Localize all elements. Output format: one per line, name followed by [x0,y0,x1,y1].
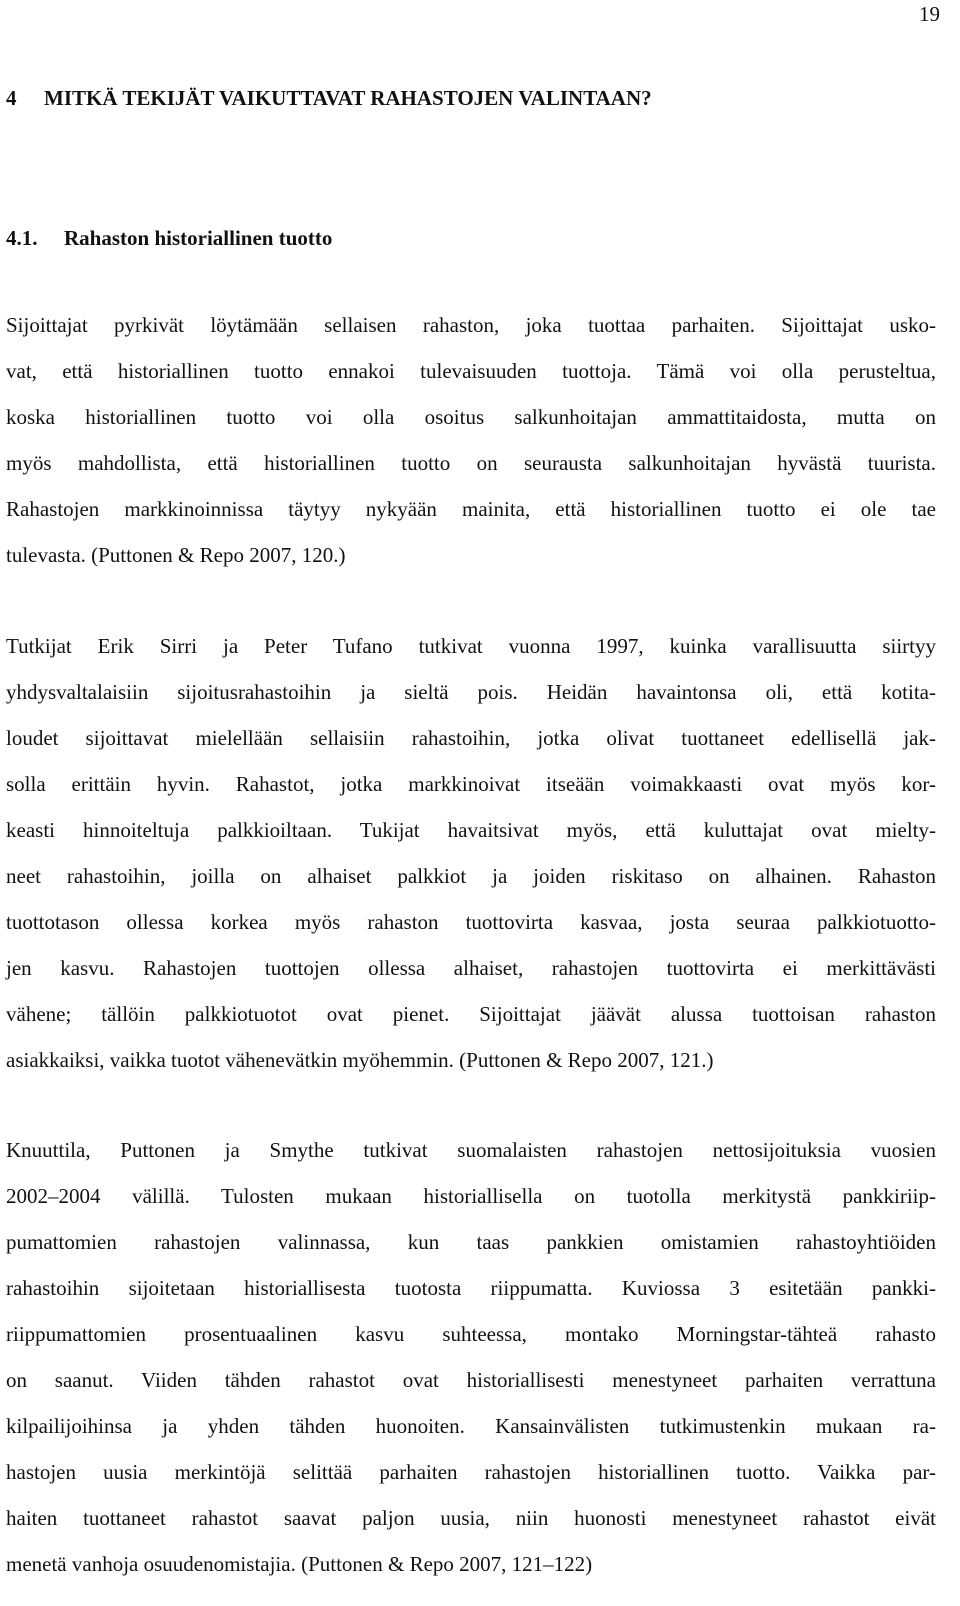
chapter-title: MITKÄ TEKIJÄT VAIKUTTAVAT RAHASTOJEN VALINTAAN? [44,86,652,110]
paragraph-line: tuottotason ollessa korkea myös rahaston tuottovirta kasvaa, josta seuraa palkkiotuotto- [6,910,936,934]
paragraph-line: yhdysvaltalaisiin sijoitusrahastoihin ja sieltä pois. Heidän havaintonsa oli, että kotita- [6,680,936,704]
paragraph-line: kilpailijoihinsa ja yhden tähden huonoiten. Kansainvälisten tutkimustenkin mukaan ra- [6,1414,936,1438]
paragraph-line: on saanut. Viiden tähden rahastot ovat historiallisesti menestyneet parhaiten verrattuna [6,1368,936,1392]
paragraph-line: hastojen uusia merkintöjä selittää parhaiten rahastojen historiallinen tuotto. Vaikka par- [6,1460,936,1484]
paragraph-line: vat, että historiallinen tuotto ennakoi tulevaisuuden tuottoja. Tämä voi olla perusteltua, [6,359,936,383]
paragraph-line: solla erittäin hyvin. Rahastot, jotka markkinoivat itseään voimakkaasti ovat myös kor- [6,772,936,796]
paragraph-line: pumattomien rahastojen valinnassa, kun taas pankkien omistamien rahastoyhtiöiden [6,1230,936,1254]
paragraph-line: Tutkijat Erik Sirri ja Peter Tufano tutkivat vuonna 1997, kuinka varallisuutta siirtyy [6,634,936,658]
paragraph-line: neet rahastoihin, joilla on alhaiset palkkiot ja joiden riskitaso on alhainen. Rahaston [6,864,936,888]
paragraph-line: riippumattomien prosentuaalinen kasvu suhteessa, montako Morningstar-tähteä rahasto [6,1322,936,1346]
paragraph-line: koska historiallinen tuotto voi olla osoitus salkunhoitajan ammattitaidosta, mutta on [6,405,936,429]
section-heading [6,228,332,249]
paragraph-line: Rahastojen markkinoinnissa täytyy nykyään mainita, että historiallinen tuotto ei ole tae [6,497,936,521]
chapter-number: 4 [6,86,17,110]
page-number: 19 [919,2,940,26]
paragraph-line: haiten tuottaneet rahastot saavat paljon uusia, niin huonosti menestyneet rahastot eivät [6,1506,936,1530]
paragraph-line: Knuuttila, Puttonen ja Smythe tutkivat suomalaisten rahastojen nettosijoituksia vuosien [6,1138,936,1162]
paragraph-line: loudet sijoittavat mielellään sellaisiin rahastoihin, jotka olivat tuottaneet edellisellä jak- [6,726,936,750]
paragraph-line: menetä vanhoja osuudenomistajia. (Puttonen & Repo 2007, 121–122) [6,1552,593,1576]
paragraph-line: keasti hinnoiteltuja palkkioiltaan. Tukijat havaitsivat myös, että kuluttajat ovat mielty- [6,818,936,842]
chapter-heading [6,88,652,109]
paragraph-line: tulevasta. (Puttonen & Repo 2007, 120.) [6,543,346,567]
paragraph-line: 2002–2004 välillä. Tulosten mukaan historiallisella on tuotolla merkitystä pankkiriip- [6,1184,936,1208]
paragraph-line: asiakkaiksi, vaikka tuotot vähenevätkin myöhemmin. (Puttonen & Repo 2007, 121.) [6,1048,714,1072]
section-title: Rahaston historiallinen tuotto [64,226,333,250]
section-number: 4.1. [6,226,38,250]
paragraph-line: Sijoittajat pyrkivät löytämään sellaisen rahaston, joka tuottaa parhaiten. Sijoittajat usko- [6,313,936,337]
paragraph-line: rahastoihin sijoitetaan historiallisesta tuotosta riippumatta. Kuviossa 3 esitetään pankki- [6,1276,936,1300]
paragraph-line: vähene; tällöin palkkiotuotot ovat pienet. Sijoittajat jäävät alussa tuottoisan rahaston [6,1002,936,1026]
paragraph-line: myös mahdollista, että historiallinen tuotto on seurausta salkunhoitajan hyvästä tuurista. [6,451,936,475]
paragraph-line: jen kasvu. Rahastojen tuottojen ollessa alhaiset, rahastojen tuottovirta ei merkittävästi [6,956,936,980]
